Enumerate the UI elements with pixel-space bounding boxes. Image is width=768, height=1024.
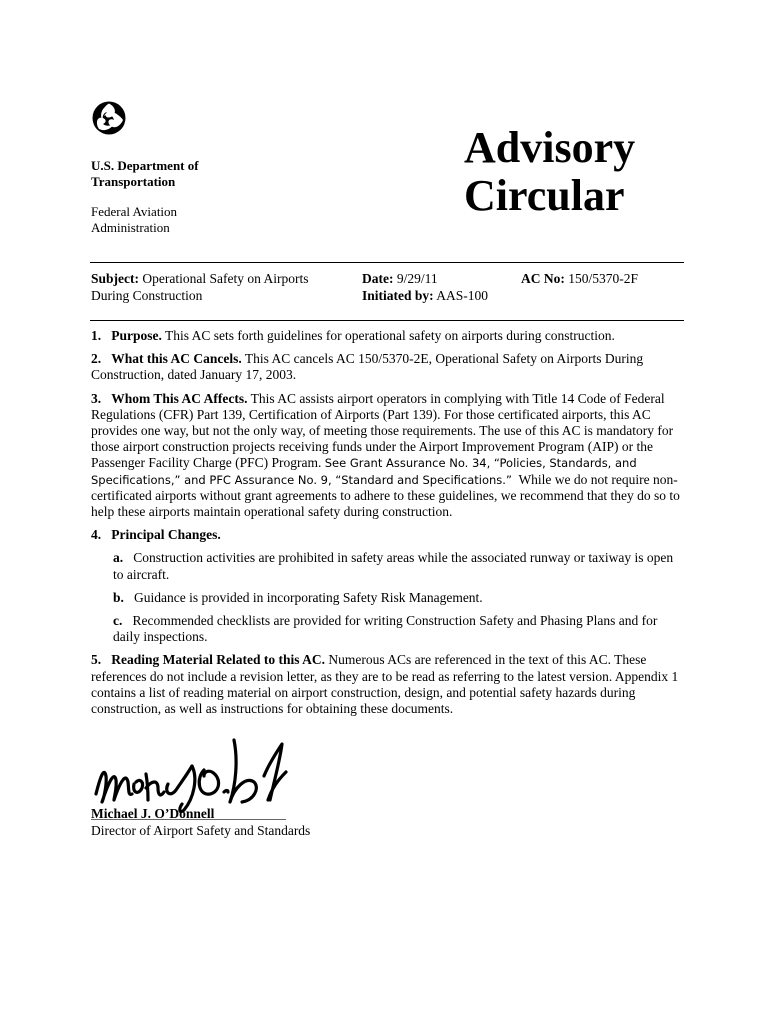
section-text: This AC sets forth guidelines for operational safety on airports during construction. bbox=[165, 328, 615, 343]
section-number: 5. bbox=[91, 652, 102, 668]
date-value: 9/29/11 bbox=[396, 271, 438, 286]
section-cancels bbox=[91, 351, 683, 383]
section-heading: What this AC Cancels. bbox=[111, 351, 242, 367]
item-text: Guidance is provided in incorporating Safety Risk Management. bbox=[134, 589, 483, 605]
subject-label: Subject: bbox=[91, 271, 139, 286]
section-heading: Whom This AC Affects. bbox=[111, 390, 248, 406]
document-type-title: Advisory Circular bbox=[464, 123, 636, 220]
agency-name: Federal Aviation Administration bbox=[91, 204, 178, 235]
section-changes bbox=[91, 527, 683, 543]
item-text: Construction activities are prohibited in safety areas while the associated runway or taxiway is open to aircraft. bbox=[113, 550, 674, 582]
agency-block bbox=[91, 158, 211, 236]
section-text: This AC cancels AC 150/5370-2E, Operational Safety on Airports During Construction, dated January 17, 2003. bbox=[91, 351, 644, 383]
section-text-continued: While we do not require non-certificated airports without grant agreements to adhere to these guidelines, we recommend that they do so to help these airports maintain operational safety during construction. bbox=[91, 471, 680, 520]
section-heading: Reading Material Related to this AC. bbox=[111, 652, 325, 668]
signer-block bbox=[91, 806, 310, 839]
date-label: Date: bbox=[362, 271, 394, 286]
section-number: 3. bbox=[91, 390, 102, 406]
department-name: U.S. Department of Transportation bbox=[91, 158, 199, 189]
section-number: 2. bbox=[91, 351, 102, 367]
header-top-rule bbox=[90, 262, 684, 263]
item-text: Recommended checklists are provided for writing Construction Safety and Phasing Plans and for daily inspections. bbox=[113, 613, 658, 645]
subject-value: Operational Safety on Airports During Construction bbox=[91, 271, 309, 303]
date-field bbox=[362, 270, 512, 304]
change-item-b bbox=[91, 590, 683, 606]
section-number: 1. bbox=[91, 328, 102, 343]
item-letter: b. bbox=[113, 589, 124, 605]
change-item-c bbox=[91, 613, 683, 645]
initiated-by-value: AAS-100 bbox=[436, 288, 489, 303]
ac-number-label: AC No: bbox=[521, 271, 565, 286]
change-item-a bbox=[91, 550, 683, 582]
section-text: Numerous ACs are referenced in the text of this AC. These references do not include a revision letter, as they are to be read as referring to the latest version. Appendix 1 contains a list of reading material on airport construction, design, and potential safety hazards during construction, as well as instructions for obtaining these documents. bbox=[91, 652, 679, 717]
section-affects bbox=[91, 391, 683, 521]
ac-number-field bbox=[521, 270, 686, 287]
section-heading: Purpose. bbox=[111, 328, 162, 343]
subject-field bbox=[91, 270, 341, 304]
section-number: 4. bbox=[91, 527, 102, 543]
section-text: This AC assists airport operators in complying with Title 14 Code of Federal Regulations (CFR) Part 139, Certification of Airports (Part 139). For those certificated airports, this AC provides one way, but not the only way, of meeting those requirements. The use of this AC is mandatory for those airport construction projects receiving funds under the Airport Improvement Program (AIP) or the Passenger Facility Charge (PFC) Program. bbox=[91, 390, 674, 471]
section-heading: Principal Changes. bbox=[111, 527, 221, 543]
item-letter: c. bbox=[113, 613, 123, 629]
ac-number-value: 150/5370-2F bbox=[568, 271, 639, 286]
section-reading bbox=[91, 652, 683, 717]
header-bottom-rule bbox=[90, 320, 684, 321]
item-letter: a. bbox=[113, 550, 124, 566]
initiated-by-label: Initiated by: bbox=[362, 288, 434, 303]
signer-title: Director of Airport Safety and Standards bbox=[91, 822, 311, 838]
signer-name: Michael J. O’Donnell bbox=[91, 806, 215, 821]
document-body bbox=[91, 328, 683, 724]
section-purpose bbox=[91, 328, 683, 344]
grant-assurance-reference: See Grant Assurance No. 34, “Policies, Standards, and Specifications,” and PFC Assurance No. 9, “Standard and Specifications.” bbox=[91, 456, 637, 487]
dot-triskelion-logo-icon bbox=[92, 101, 126, 135]
